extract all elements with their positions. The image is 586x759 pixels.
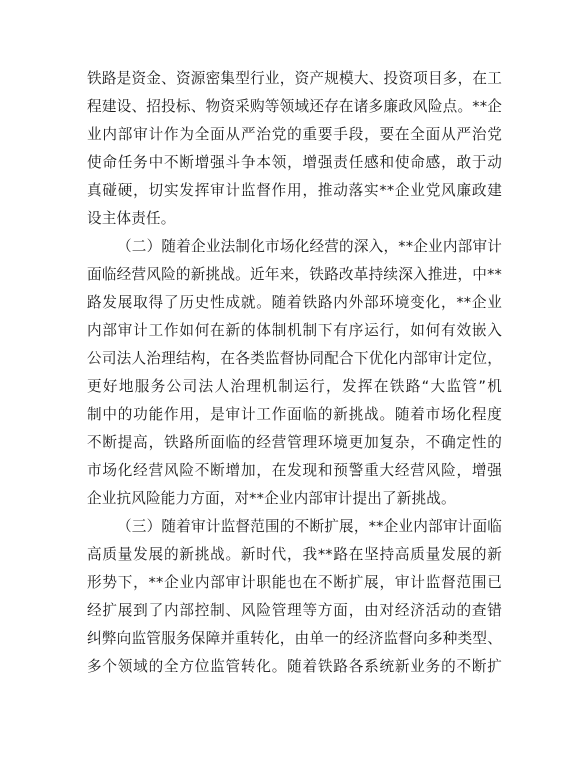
- text-line: 高质量发展的新挑战。新时代，我**路在坚持高质量发展的新: [87, 546, 502, 563]
- text-line: 路发展取得了历史性成就。随着铁路内外部环境变化，**企业: [87, 294, 502, 311]
- text-line: 面临经营风险的新挑战。近年来，铁路改革持续深入推进，中**: [87, 266, 502, 283]
- text-line: 制中的功能作用，是审计工作面临的新挑战。随着市场化程度: [87, 406, 502, 423]
- text-line: 真碰硬，切实发挥审计监督作用，推动落实**企业党风廉政建: [87, 182, 502, 199]
- text-line: 形势下，**企业内部审计职能也在不断扩展，审计监督范围已: [87, 574, 502, 591]
- text-line: 更好地服务公司法人治理机制运行，发挥在铁路“大监管”机: [87, 378, 502, 395]
- paragraph-3: [87, 513, 502, 681]
- text-line: 内部审计工作如何在新的体制机制下有序运行，如何有效嵌入: [87, 322, 502, 339]
- text-line: 程建设、招投标、物资采购等领域还存在诸多廉政风险点。**企: [87, 98, 502, 115]
- text-line: 纠弊向监管服务保障并重转化，由单一的经济监督向多种类型、: [87, 630, 502, 647]
- text-line: （三）随着审计监督范围的不断扩展，**企业内部审计面临: [117, 518, 502, 535]
- text-line: （二）随着企业法制化市场化经营的深入，**企业内部审计: [117, 238, 502, 255]
- text-line: 市场化经营风险不断增加，在发现和预警重大经营风险，增强: [87, 462, 502, 479]
- text-line: 不断提高，铁路所面临的经营管理环境更加复杂，不确定性的: [87, 434, 502, 451]
- text-line: 公司法人治理结构，在各类监督协同配合下优化内部审计定位，: [87, 350, 502, 367]
- text-line: 经扩展到了内部控制、风险管理等方面，由对经济活动的查错: [87, 602, 502, 619]
- text-line: 使命任务中不断增强斗争本领，增强责任感和使命感，敢于动: [87, 154, 502, 171]
- paragraph-2: [87, 233, 502, 513]
- text-line: 多个领域的全方位监管转化。随着铁路各系统新业务的不断扩: [87, 658, 502, 675]
- text-line: 业内部审计作为全面从严治党的重要手段，要在全面从严治党: [87, 126, 502, 143]
- text-line: 企业抗风险能力方面，对**企业内部审计提出了新挑战。: [87, 490, 456, 507]
- text-line: 设主体责任。: [87, 210, 176, 227]
- text-line: 铁路是资金、资源密集型行业，资产规模大、投资项目多，在工: [87, 70, 502, 87]
- paragraph-1: [87, 65, 502, 233]
